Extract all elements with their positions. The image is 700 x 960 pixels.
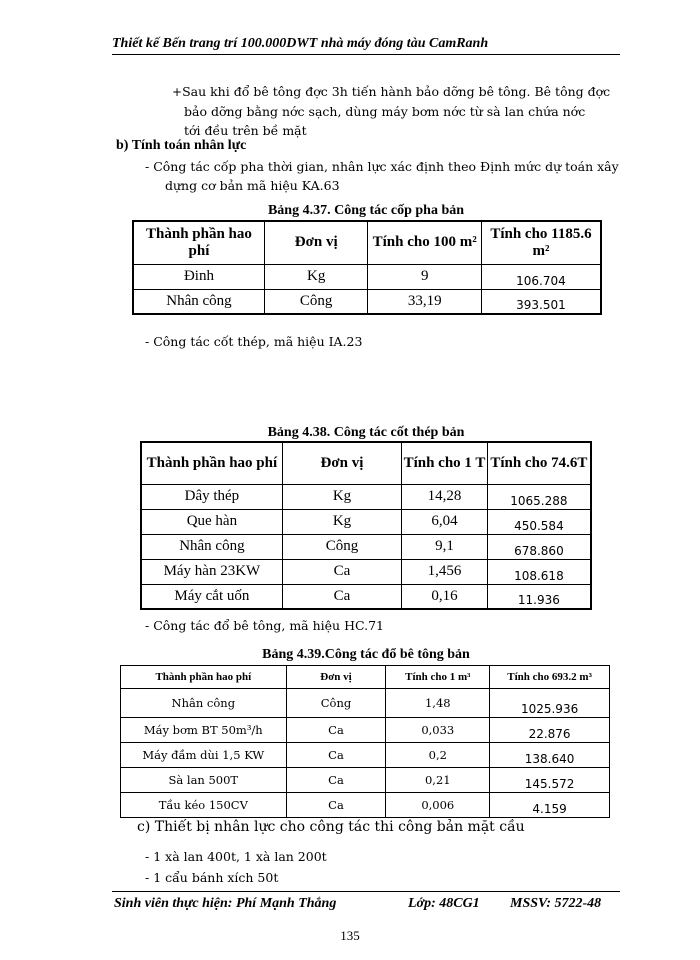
table-4-38-caption: Bảng 4.38. Công tác cốt thép bản — [267, 425, 465, 440]
header-cell: Thành phần hao phí — [133, 221, 264, 264]
footer-mssv: MSSV: 5722-48 — [510, 896, 602, 911]
table-row: Nhân công Công 9,1 678.860 — [141, 534, 591, 559]
table-4-37 — [132, 220, 602, 315]
table-row: Que hàn Kg 6,04 450.584 — [141, 509, 591, 534]
footer-rule — [112, 891, 620, 892]
table-row: Máy đầm dùi 1,5 KW Ca 0,2 138.640 — [121, 743, 610, 768]
cot-thep-paragraph: - Công tác cốt thép, mã hiệu IA.23 — [145, 334, 363, 349]
table-row: Nhân công Công 33,19 393.501 — [133, 289, 601, 314]
running-header: Thiết kế Bến trang trí 100.000DWT nhà máy đóng tàu CamRanh — [112, 36, 489, 51]
table-header-row — [121, 666, 610, 689]
table-row: Máy bơm BT 50m³/h Ca 0,033 22.876 — [121, 718, 610, 743]
do-be-tong-paragraph: - Công tác đổ bê tông, mã hiệu HC.71 — [145, 618, 384, 633]
table-row: Máy hàn 23KW Ca 1,456 108.618 — [141, 559, 591, 584]
table-4-39-caption: Bảng 4.39.Công tác đổ bê tông bản — [262, 647, 470, 662]
dash-bullet-icon: - — [145, 618, 150, 633]
table-row: Sà lan 500T Ca 0,21 145.572 — [121, 768, 610, 793]
section-b-heading: b) Tính toán nhân lực — [116, 138, 247, 153]
table-row: Nhân công Công 1,48 1025.936 — [121, 689, 610, 718]
header-cell: Tính cho 693.2 m³ — [490, 666, 610, 689]
header-cell: Tính cho 74.6T — [487, 442, 591, 484]
dash-bullet-icon: - — [145, 870, 150, 885]
table-row: Máy cắt uốn Ca 0,16 11.936 — [141, 584, 591, 609]
table-4-37-caption: Bảng 4.37. Công tác cốp pha bản — [267, 203, 465, 218]
header-cell: Thành phần hao phí — [121, 666, 287, 689]
header-cell: Đơn vị — [286, 666, 386, 689]
header-rule — [112, 54, 620, 55]
equipment-list — [145, 846, 585, 888]
header-cell: Tính cho 1 m³ — [386, 666, 490, 689]
intro-paragraph: +Sau khi đổ bê tông đợc 3h tiến hành bảo dỡng bê tông. Bê tông đợc bảo dỡng bằng nớc sạch, dùng máy bơm nớc từ sà lan chứa nớc tới đều trên bề mặt — [172, 84, 611, 138]
header-cell: Tính cho 1 T — [402, 442, 488, 484]
header-cell: Đơn vị — [264, 221, 368, 264]
section-c-heading: c) Thiết bị nhân lực cho công tác thi công bản mặt cầu — [137, 819, 525, 835]
header-cell: Đơn vị — [282, 442, 401, 484]
table-row: Đinh Kg 9 106.704 — [133, 264, 601, 289]
list-item: - 1 xà lan 400t, 1 xà lan 200t — [145, 849, 327, 864]
footer-student: Sinh viên thực hiện: Phí Mạnh Thắng — [114, 896, 337, 911]
table-4-39 — [120, 665, 610, 818]
dash-bullet-icon: - — [145, 159, 150, 174]
table-row: Tầu kéo 150CV Ca 0,006 4.159 — [121, 793, 610, 818]
list-item: - 1 cẩu bánh xích 50t — [145, 870, 279, 885]
table-row: Dây thép Kg 14,28 1065.288 — [141, 484, 591, 509]
header-cell: Tính cho 100 m² — [368, 221, 481, 264]
table-4-38 — [140, 441, 592, 610]
page-number: 135 — [340, 928, 360, 943]
footer-class: Lớp: 48CG1 — [408, 896, 480, 911]
header-cell: Thành phần hao phí — [141, 442, 282, 484]
dash-bullet-icon: - — [145, 849, 150, 864]
cop-pha-paragraph: - Công tác cốp pha thời gian, nhân lực xác định theo Định mức dự toán xây dựng cơ bản mã hiệu KA.63 — [145, 159, 619, 193]
plus-bullet-icon: + — [172, 85, 183, 99]
table-header-row — [141, 442, 591, 484]
header-cell: Tính cho 1185.6 m² — [481, 221, 601, 264]
table-header-row — [133, 221, 601, 264]
dash-bullet-icon: - — [145, 334, 150, 349]
